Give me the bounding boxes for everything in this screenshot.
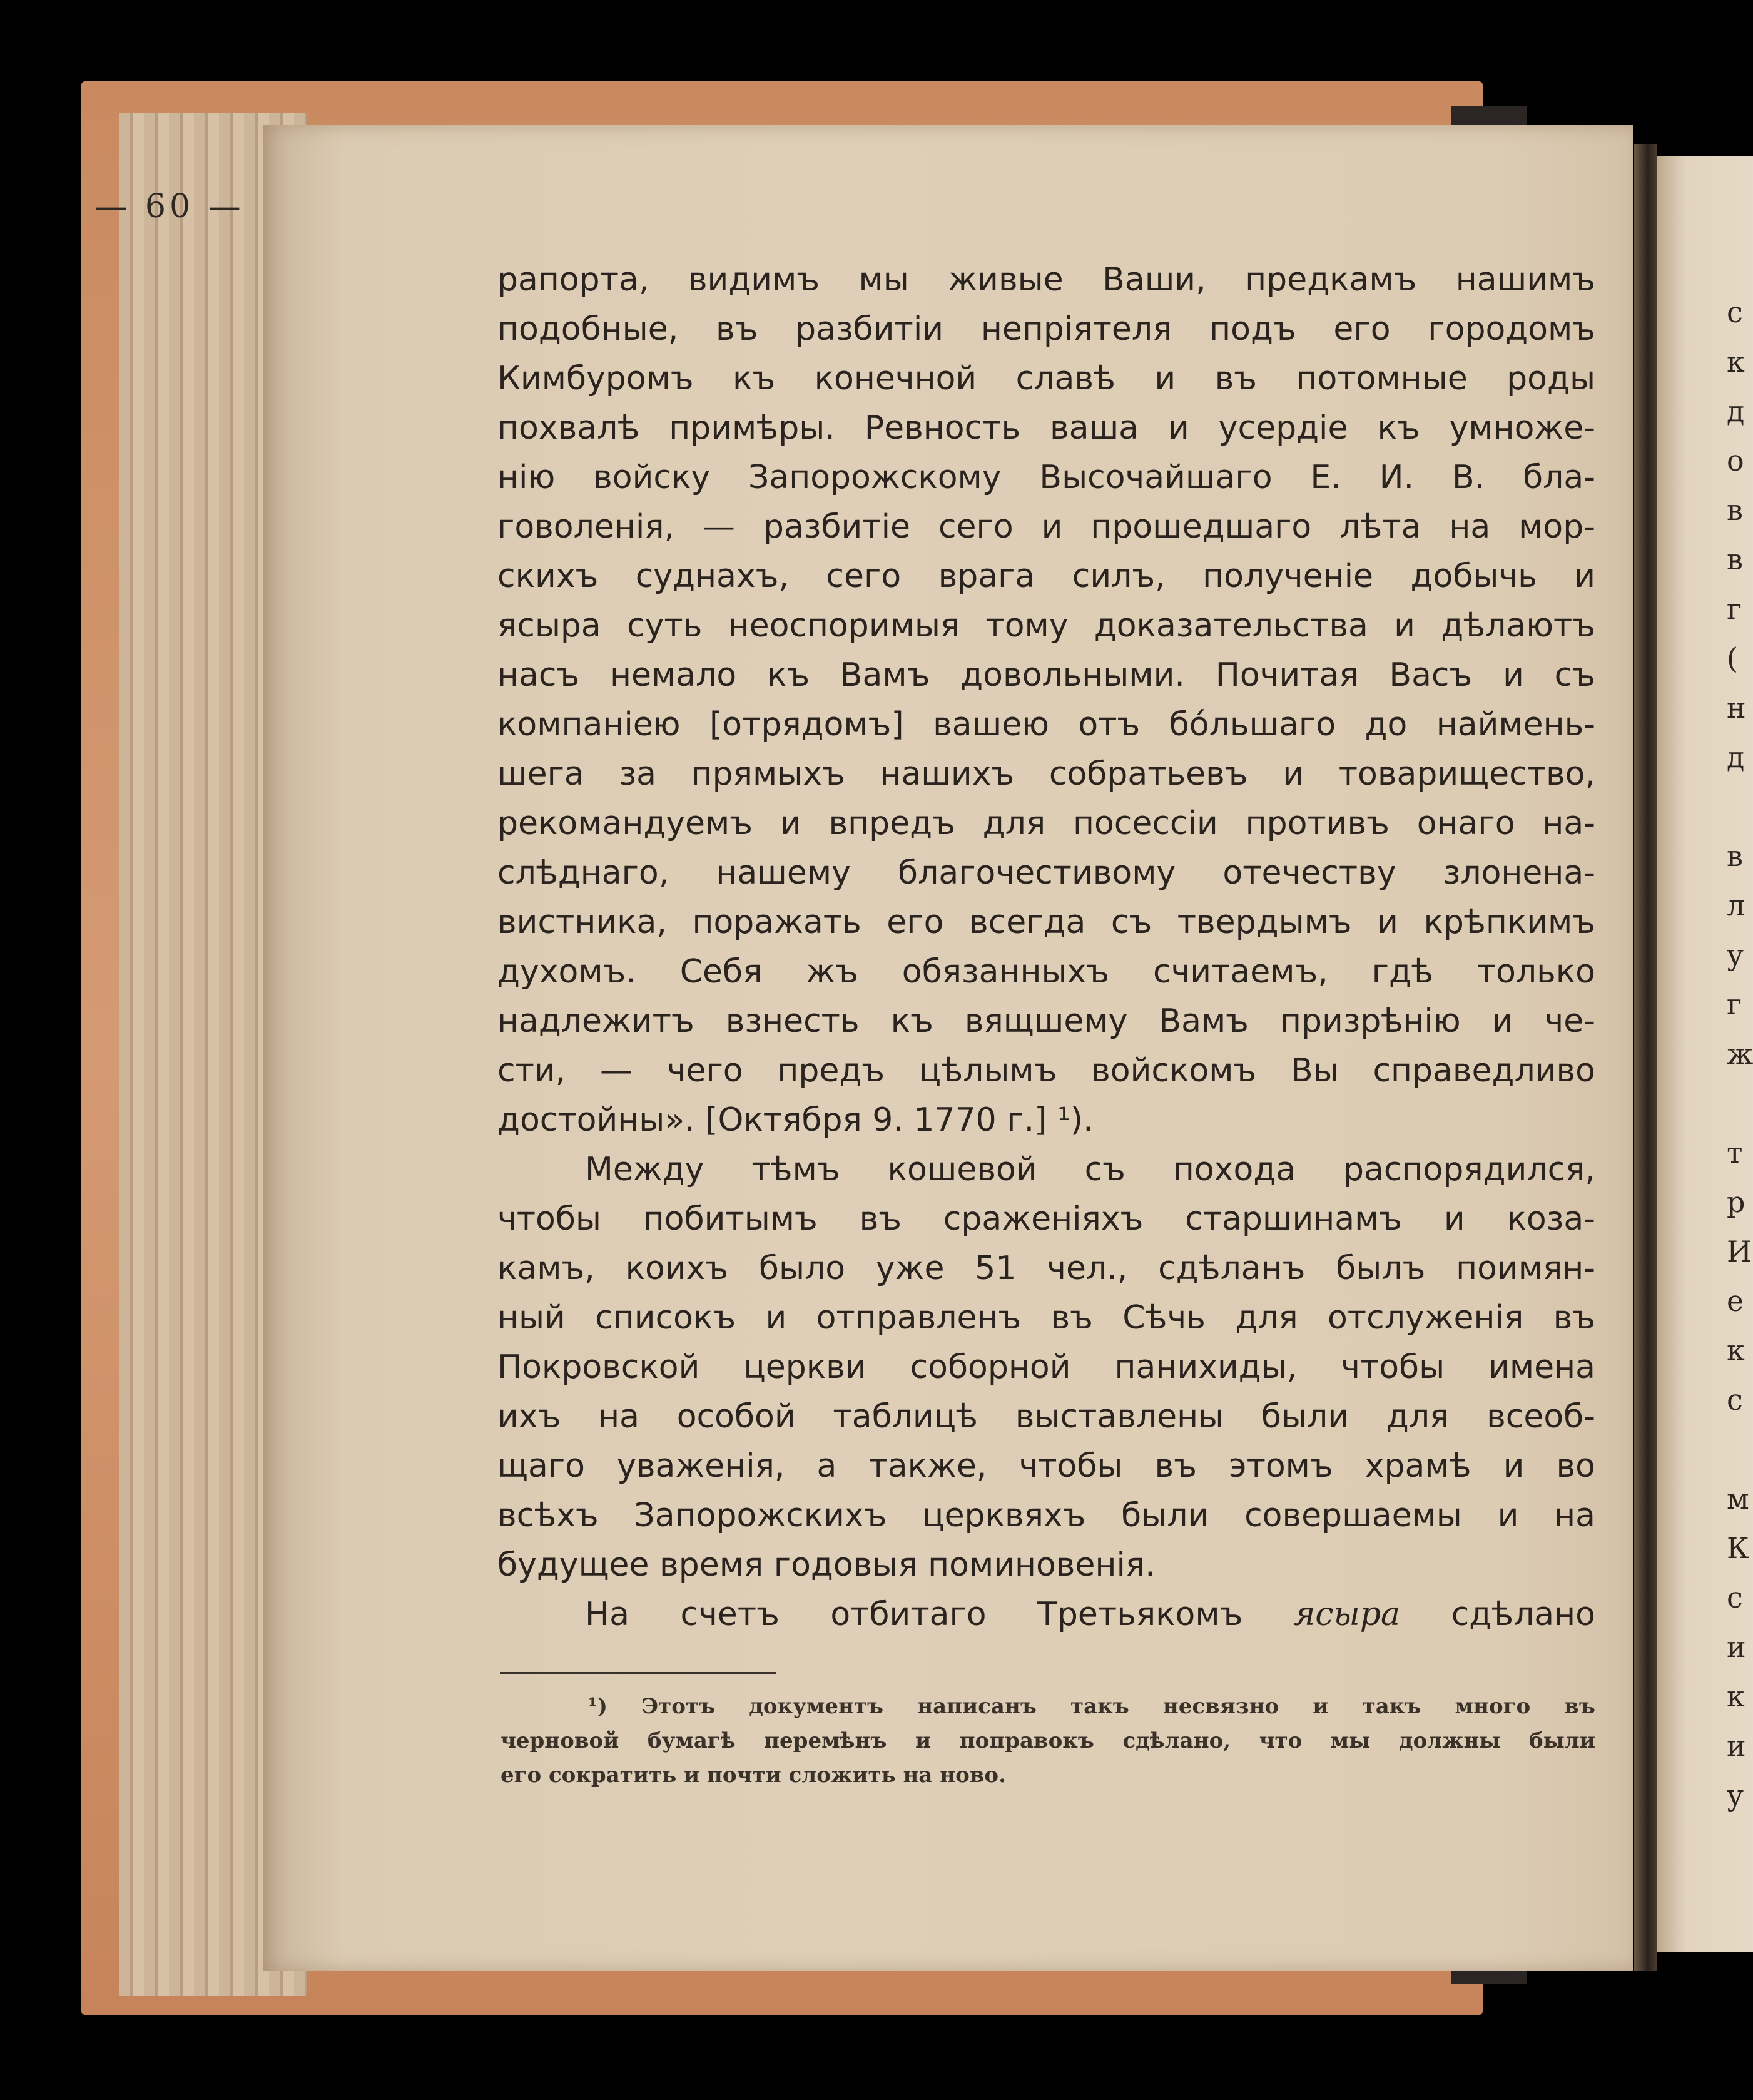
text-line: говоленія, — разбитіе сего и прошедшаго лѣта на мор-: [497, 508, 1595, 546]
facing-page-letter: д: [1727, 394, 1745, 428]
text-line: чтобы побитымъ въ сраженіяхъ старшинамъ и коза-: [497, 1200, 1595, 1238]
facing-page-letter: д: [1727, 740, 1745, 774]
footnote-line: ¹) Этотъ документъ написанъ такъ несвязно и такъ много въ: [588, 1694, 1595, 1719]
text-line: похвалѣ примѣры. Ревность ваша и усердіе къ умноже-: [497, 409, 1595, 447]
body-text: [497, 255, 1595, 1639]
text-line: будущее время годовыя поминовенія.: [497, 1546, 1156, 1584]
text-line: ный списокъ и отправленъ въ Сѣчь для отслуженія въ: [497, 1299, 1595, 1337]
text-line: [497, 1590, 1595, 1639]
text-line: камъ, коихъ было уже 51 чел., сдѣланъ былъ поимян-: [497, 1250, 1595, 1287]
text-line: подобные, въ разбитіи непріятеля подъ его городомъ: [497, 310, 1595, 348]
text-line: сти, — чего предъ цѣлымъ войскомъ Вы справедливо: [497, 1052, 1595, 1089]
facing-page-letter: г: [1727, 592, 1742, 626]
footnote: [500, 1690, 1595, 1793]
facing-page-letter: с: [1727, 295, 1743, 329]
facing-page-letter: с: [1727, 1383, 1743, 1417]
facing-page-letter: н: [1727, 691, 1746, 725]
facing-page-letter: р: [1727, 1185, 1745, 1219]
text-line: рекомандуемъ и впредъ для посессіи противъ онаго на-: [497, 805, 1595, 842]
text-line: компаніею [отрядомъ] вашею отъ бóльшаго до наймень-: [497, 706, 1595, 743]
text-span: На счетъ отбитаго Третьякомъ: [585, 1596, 1294, 1633]
text-line: шега за прямыхъ нашихъ собратьевъ и товарищество,: [497, 755, 1595, 793]
paragraph-2: [497, 1145, 1595, 1590]
facing-page-letter: с: [1727, 1581, 1743, 1614]
text-line: Между тѣмъ кошевой съ похода распорядился,: [585, 1151, 1595, 1188]
footnote-line: его сократить и почти сложить на ново.: [500, 1763, 1006, 1788]
text-line: достойны». [Октября 9. 1770 г.] ¹).: [497, 1101, 1094, 1139]
text-line: ихъ на особой таблицѣ выставлены были для всеоб-: [497, 1398, 1595, 1435]
facing-page-letter: К: [1727, 1531, 1749, 1565]
facing-page-letter: к: [1727, 1333, 1745, 1367]
text-line: духомъ. Себя жъ обязанныхъ считаемъ, гдѣ только: [497, 953, 1595, 991]
text-line: ясыра суть неоспоримыя тому доказательства и дѣлаютъ: [497, 607, 1595, 645]
facing-page-letter: е: [1727, 1284, 1744, 1318]
text-line: Покровской церкви соборной панихиды, чтобы имена: [497, 1348, 1595, 1386]
facing-page-letter: у: [1727, 938, 1744, 972]
text-line: слѣднаго, нашему благочестивому отечеству злонена-: [497, 854, 1595, 892]
paragraph-1: [497, 255, 1595, 1145]
facing-page-letter: в: [1727, 493, 1743, 527]
emphasized-word: ясыра: [1293, 1596, 1401, 1633]
text-span: сдѣлано: [1400, 1596, 1595, 1633]
footnote-divider: [500, 1672, 776, 1674]
text-line: всѣхъ Запорожскихъ церквяхъ были совершаемы и на: [497, 1497, 1595, 1534]
facing-page-text: [1727, 288, 1753, 1820]
facing-page-letter: [1727, 782, 1753, 832]
page-number: [0, 188, 1753, 225]
facing-page-letter: и: [1727, 1630, 1746, 1664]
facing-page-letter: л: [1727, 889, 1745, 922]
facing-page-letter: И: [1727, 1235, 1752, 1268]
text-line: Кимбуромъ къ конечной славѣ и въ потомные роды: [497, 360, 1595, 397]
text-line: скихъ суднахъ, сего врага силъ, полученіе добычь и: [497, 558, 1595, 595]
facing-page-letter: в: [1727, 543, 1743, 576]
text-line: надлежитъ взнесть къ вящшему Вамъ призрѣнію и че-: [497, 1002, 1595, 1040]
footnote-line: черновой бумагѣ перемѣнъ и поправокъ сдѣлано, что мы должны были: [500, 1728, 1595, 1753]
facing-page-letter: и: [1727, 1729, 1746, 1763]
facing-page-letter: [1727, 1079, 1753, 1128]
facing-page-letter: м: [1727, 1482, 1749, 1516]
facing-page-letter: ж: [1727, 1037, 1753, 1071]
book-gutter: [1634, 144, 1657, 1971]
text-line: нію войску Запорожскому Высочайшаго Е. И. В. бла-: [497, 459, 1595, 496]
facing-page-letter: к: [1727, 1679, 1745, 1713]
text-line: насъ немало къ Вамъ довольными. Почитая Васъ и съ: [497, 656, 1595, 694]
facing-page-letter: у: [1727, 1778, 1744, 1812]
facing-page-letter: к: [1727, 345, 1745, 379]
page-number-text: — 60 —: [94, 188, 245, 225]
facing-page-letter: т: [1727, 1136, 1743, 1170]
text-line: щаго уваженія, а также, чтобы въ этомъ храмѣ и во: [497, 1447, 1595, 1485]
text-line: вистника, поражать его всегда съ твердымъ и крѣпкимъ: [497, 904, 1595, 941]
paragraph-3: [497, 1590, 1595, 1639]
facing-page-letter: в: [1727, 839, 1743, 873]
facing-page-letter: о: [1727, 444, 1744, 477]
facing-page-letter: (: [1727, 641, 1738, 675]
facing-page-letter: г: [1727, 987, 1742, 1021]
facing-page-letter: [1727, 1425, 1753, 1474]
text-line: рапорта, видимъ мы живые Ваши, предкамъ нашимъ: [497, 261, 1595, 298]
